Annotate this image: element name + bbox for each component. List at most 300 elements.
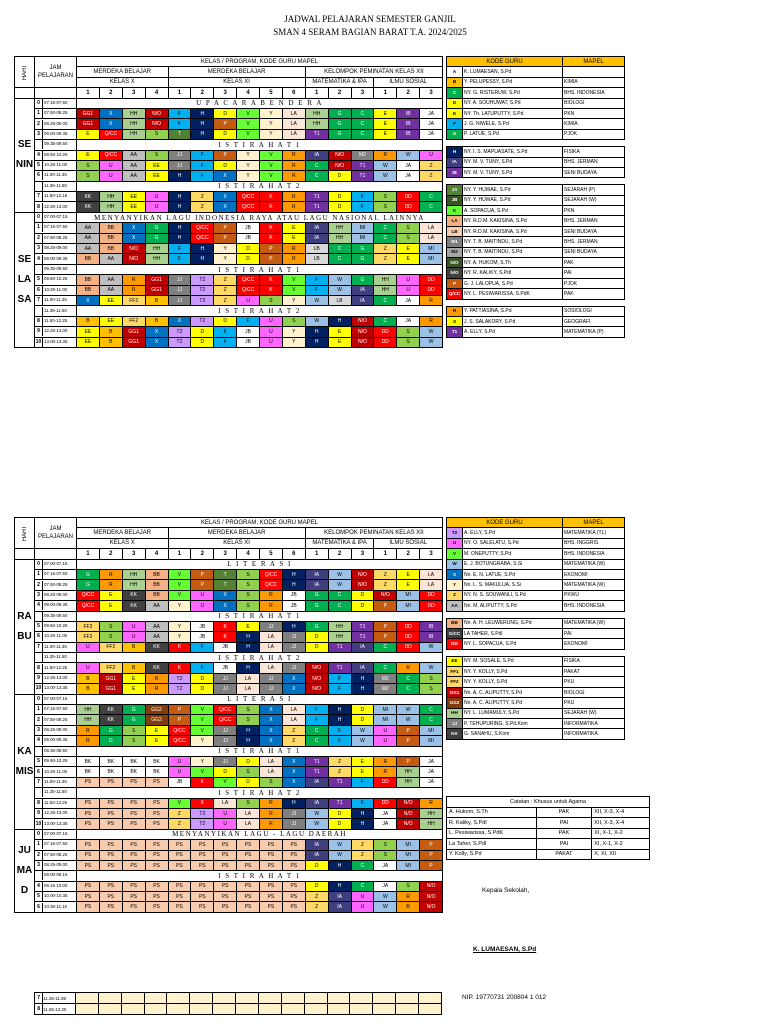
teacher-name: J. S. SALAKORY, S.Pd — [463, 316, 563, 326]
schedule-cell: T1 — [351, 171, 374, 181]
catatan-classes: XII, X-3, X-4 — [592, 807, 650, 818]
schedule-cell: U — [374, 725, 397, 735]
schedule-band: I S T I R A H A T 1 — [77, 140, 443, 150]
schedule-cell: K — [214, 621, 237, 631]
empty-cell — [258, 1004, 281, 1015]
schedule-cell: U — [374, 736, 397, 746]
catatan-subject: PAI — [536, 839, 592, 850]
schedule-cell: JJ — [214, 756, 237, 766]
schedule-cell: PS — [260, 892, 283, 902]
period-cell — [35, 653, 77, 663]
schedule-cell: T2 — [191, 819, 214, 829]
schedule-cell: AA — [145, 632, 168, 642]
schedule-cell: F — [328, 736, 351, 746]
schedule-cell: MI — [351, 223, 374, 233]
schedule-cell: V — [168, 569, 191, 579]
schedule-cell: LA — [282, 715, 305, 725]
schedule-cell: JB — [214, 663, 237, 673]
day-label: RABU — [15, 559, 35, 694]
schedule-cell: BB — [145, 580, 168, 590]
teacher-subject: SOSIOLOGI — [563, 306, 625, 316]
jam-header: JAM PELAJARAN — [35, 518, 77, 549]
period-cell — [35, 181, 77, 191]
schedule-cell: S — [260, 777, 283, 787]
period-number: 1 — [35, 570, 43, 579]
schedule-cell: D — [214, 767, 237, 777]
schedule-cell: Z — [168, 819, 191, 829]
schedule-cell: HH — [328, 233, 351, 243]
schedule-cell: H — [237, 736, 260, 746]
day-label: SENIN — [15, 98, 35, 212]
schedule-cell: JA — [420, 108, 443, 118]
period-time: 08.25-09.00 — [44, 727, 68, 732]
empty-cell — [167, 993, 190, 1004]
empty-cell — [281, 1004, 304, 1015]
schedule-cell: Q/CC — [168, 725, 191, 735]
teacher-code: X — [447, 569, 463, 579]
schedule-cell: DD — [397, 202, 420, 212]
class-number: 1 — [305, 549, 328, 559]
schedule-cell: Q/CC — [191, 223, 214, 233]
period-time: 07.50-08.25 — [44, 581, 68, 587]
schedule-cell: U — [77, 642, 100, 652]
schedule-cell: IB — [397, 129, 420, 139]
period-time: 11.00-11.35 — [44, 172, 67, 178]
schedule-cell: H — [351, 808, 374, 818]
teacher-subject: BIOLOGI — [563, 98, 625, 108]
schedule-cell: E — [145, 736, 168, 746]
schedule-cell: PS — [260, 881, 283, 891]
period-time: 09.50-10.25 — [44, 151, 68, 157]
empty-cell — [327, 993, 350, 1004]
period-time: 10.25-11.00 — [44, 633, 68, 639]
schedule-cell: LA — [260, 756, 283, 766]
period-time: 13.00-13.35 — [44, 338, 68, 344]
schedule-cell: S — [282, 316, 305, 326]
catatan-teacher: La Taher, S.PdI — [447, 839, 537, 850]
period-time: 07.15-07.50 — [44, 224, 68, 230]
schedule-cell: JJ — [282, 808, 305, 818]
period-number: 0 — [35, 560, 43, 569]
class-number: 5 — [260, 88, 283, 98]
schedule-cell: U — [191, 601, 214, 611]
schedule-cell: U — [214, 808, 237, 818]
schedule-cell: W — [328, 285, 351, 295]
teacher-name: M. ONEPUTTY, S.Pd — [463, 549, 563, 559]
schedule-cell: PS — [145, 777, 168, 787]
teacher-code: S — [447, 316, 463, 326]
schedule-cell: Q/CC — [237, 202, 260, 212]
schedule-cell: S — [237, 590, 260, 600]
period-cell — [35, 767, 77, 777]
schedule-cell: K — [260, 275, 283, 285]
schedule-cell: HH — [122, 569, 145, 579]
schedule-cell: KK — [122, 590, 145, 600]
empty-cell — [373, 1004, 396, 1015]
period-number: 5 — [35, 161, 43, 170]
schedule-cell: PS — [77, 798, 100, 808]
period-cell — [35, 98, 77, 108]
schedule-cell: JJ — [168, 150, 191, 160]
schedule-cell: N/O — [328, 150, 351, 160]
schedule-cell: LB — [305, 254, 328, 264]
teacher-name: P. LATUE, S.Pd — [463, 129, 563, 139]
teacher-name: Nn. L. S. MAKULUA, S.Si — [463, 580, 563, 590]
schedule-cell: MI — [420, 244, 443, 254]
schedule-cell: D — [237, 244, 260, 254]
empty-cell — [236, 1004, 259, 1015]
period-cell — [35, 694, 77, 704]
schedule-cell: X — [214, 590, 237, 600]
teacher-code: Y — [447, 580, 463, 590]
schedule-cell: G — [328, 119, 351, 129]
class-number: 5 — [260, 549, 283, 559]
schedule-cell: Z — [305, 892, 328, 902]
schedule-cell: IA — [305, 850, 328, 860]
schedule-cell: PS — [145, 819, 168, 829]
schedule-cell: IA — [305, 777, 328, 787]
schedule-cell: JJ — [260, 673, 283, 683]
schedule-cell: P — [420, 850, 443, 860]
schedule-cell: F — [351, 798, 374, 808]
class-number: 3 — [351, 549, 374, 559]
schedule-cell: G — [351, 254, 374, 264]
schedule-cell: LA — [237, 673, 260, 683]
schedule-cell: S — [374, 850, 397, 860]
teacher-subject: PKWU — [563, 590, 625, 600]
teacher-subject: SEJARAH (P) — [563, 185, 625, 195]
teacher-subject: SENI BUDAYA — [563, 226, 625, 236]
teacher-name: G. SANAHU, S.Kom — [463, 729, 563, 739]
schedule-cell: K — [260, 223, 283, 233]
schedule-cell: DD — [374, 777, 397, 787]
schedule-cell: N/O — [328, 160, 351, 170]
schedule-cell: K — [191, 777, 214, 787]
schedule-cell: JJ — [214, 673, 237, 683]
schedule-cell: V — [168, 798, 191, 808]
period-cell — [35, 819, 77, 829]
period-number: 7 — [35, 296, 43, 305]
schedule-cell: JJ — [168, 275, 191, 285]
class-number: 2 — [328, 549, 351, 559]
schedule-cell: X — [282, 673, 305, 683]
teacher-code: M2 — [447, 247, 463, 257]
schedule-cell: PS — [122, 860, 145, 870]
schedule-cell: P — [397, 725, 420, 735]
schedule-cell: IA — [305, 798, 328, 808]
period-time: 09.35-09.50 — [44, 747, 68, 753]
schedule-cell: PS — [260, 850, 283, 860]
schedule-cell: X — [99, 119, 122, 129]
schedule-band: I S T I R A H A T 1 — [77, 871, 443, 881]
teacher-name: NY. M. V. TUNY, S.Pd — [463, 167, 563, 177]
period-cell — [35, 590, 77, 600]
schedule-cell: N/O — [351, 316, 374, 326]
teacher-name: NY. L. SOPACUA, S.Pd — [463, 639, 563, 649]
schedule-cell: C — [351, 881, 374, 891]
schedule-cell: DD — [420, 601, 443, 611]
schedule-cell: K — [191, 798, 214, 808]
period-cell — [35, 140, 77, 150]
class-number: 2 — [99, 549, 122, 559]
schedule-cell: B — [122, 663, 145, 673]
schedule-cell: E — [374, 129, 397, 139]
schedule-cell: W — [374, 892, 397, 902]
schedule-cell: H — [191, 254, 214, 264]
schedule-cell: E — [282, 233, 305, 243]
schedule-cell: DD — [397, 192, 420, 202]
period-time: 09.00-09.35 — [44, 602, 68, 608]
schedule-cell: Z — [191, 192, 214, 202]
period-cell — [35, 160, 77, 170]
period-cell — [35, 119, 77, 129]
period-time: 08.25-09.00 — [44, 245, 68, 251]
schedule-band: I S T I R A H A T 2 — [77, 653, 443, 663]
teacher-subject: BHS. JERMAN — [563, 157, 625, 167]
schedule-cell: C — [420, 202, 443, 212]
schedule-cell: IA — [328, 892, 351, 902]
schedule-cell: V — [168, 590, 191, 600]
schedule-cell: C — [420, 705, 443, 715]
period-number: 9 — [35, 674, 43, 683]
schedule-cell: AA — [145, 621, 168, 631]
schedule-cell: Z — [282, 725, 305, 735]
schedule-cell: H — [305, 327, 328, 337]
period-time: 07.50-08.25 — [44, 851, 68, 857]
schedule-cell: F — [214, 327, 237, 337]
period-time: 11.25-11.55 — [43, 993, 76, 1004]
day-label: SELASA — [15, 212, 35, 347]
schedule-cell: G — [328, 129, 351, 139]
schedule-cell: HH — [99, 202, 122, 212]
bottom-extra-rows — [34, 992, 442, 1015]
schedule-cell: HH — [122, 129, 145, 139]
schedule-cell: U — [99, 171, 122, 181]
period-number — [35, 182, 43, 191]
schedule-cell: R — [420, 316, 443, 326]
signature-label: Kepala Sekolah, — [482, 887, 530, 894]
schedule-cell: GG1 — [99, 673, 122, 683]
schedule-cell: W — [420, 337, 443, 347]
schedule-cell: JA — [420, 767, 443, 777]
schedule-cell: V — [282, 275, 305, 285]
schedule-cell: N/O — [351, 337, 374, 347]
schedule-cell: F — [328, 673, 351, 683]
period-number: 8 — [35, 799, 43, 808]
period-time: 09.15-10.00 — [44, 882, 68, 888]
schedule-cell: DD — [397, 642, 420, 652]
schedule-cell: S — [420, 673, 443, 683]
schedule-cell: H — [351, 684, 374, 694]
schedule-cell: Z — [282, 736, 305, 746]
schedule-cell: R — [122, 285, 145, 295]
schedule-cell: PS — [282, 840, 305, 850]
schedule-cell: Y — [168, 601, 191, 611]
schedule-cell: T1 — [328, 663, 351, 673]
period-time: 10.25-11.00 — [44, 286, 68, 292]
schedule-cell: R — [145, 684, 168, 694]
schedule-cell: V — [260, 160, 283, 170]
period-cell — [35, 788, 77, 798]
schedule-cell: Q/CC — [237, 285, 260, 295]
schedule-cell: PS — [214, 902, 237, 912]
empty-cell — [350, 993, 373, 1004]
period-time: 11.55-12.30 — [43, 1004, 76, 1015]
schedule-cell: PS — [145, 850, 168, 860]
schedule-cell: HH — [305, 108, 328, 118]
period-cell — [35, 902, 77, 912]
teacher-code: JJ — [447, 719, 463, 729]
schedule-cell: Z — [351, 840, 374, 850]
schedule-cell: E — [374, 108, 397, 118]
schedule-cell: E — [397, 569, 420, 579]
schedule-cell: PS — [168, 850, 191, 860]
schedule-cell: LA — [282, 705, 305, 715]
schedule-cell: F — [305, 705, 328, 715]
teacher-name: NY. R.D.M. KAKISINA, S.Pd — [463, 226, 563, 236]
merdeka-xi-header: MERDEKA BELAJAR — [168, 67, 305, 77]
schedule-cell: V — [260, 171, 283, 181]
schedule-cell: C — [351, 108, 374, 118]
schedule-cell: N/O — [305, 673, 328, 683]
teacher-code: GG2 — [447, 698, 463, 708]
schedule-cell: S — [420, 684, 443, 694]
day-label: JUMAD — [15, 829, 35, 912]
teacher-name: Nn. E. N. LATUE, S.Pd — [463, 569, 563, 579]
schedule-cell: F — [191, 642, 214, 652]
schedule-cell: N/O — [420, 902, 443, 912]
teacher-name: NY. T. B. MAITINDU, S.Pd — [463, 247, 563, 257]
teacher-name: NY. Y. HUWAE, S.Pd — [463, 195, 563, 205]
schedule-cell: P — [260, 244, 283, 254]
teacher-code: JA — [447, 185, 463, 195]
schedule-cell: B — [77, 673, 100, 683]
teacher-name: NY. T. B. MAITINDU, S.Pd — [463, 237, 563, 247]
period-time: 12.25-13.00 — [44, 810, 68, 816]
schedule-cell: PS — [214, 860, 237, 870]
class-number: 3 — [122, 549, 145, 559]
period-time: 11.50-12.25 — [44, 799, 68, 805]
teacher-subject: PAK — [563, 258, 625, 268]
teacher-subject: BHS. INGGRIS — [563, 538, 625, 548]
schedule-cell: C — [374, 295, 397, 305]
schedule-cell: R — [260, 808, 283, 818]
schedule-cell: Q/CC — [77, 601, 100, 611]
schedule-cell: S — [237, 569, 260, 579]
schedule-cell: IB — [397, 119, 420, 129]
schedule-cell: PS — [282, 850, 305, 860]
period-time: 10.35-11.10 — [44, 903, 68, 909]
period-cell — [35, 306, 77, 316]
schedule-band: L I T E R A S I — [77, 694, 443, 704]
schedule-cell: IA — [305, 150, 328, 160]
schedule-cell: U — [397, 285, 420, 295]
schedule-cell: Z — [328, 756, 351, 766]
schedule-cell: X — [145, 327, 168, 337]
schedule-cell: BB — [145, 569, 168, 579]
schedule-cell: LA — [237, 684, 260, 694]
schedule-cell: LB — [305, 244, 328, 254]
schedule-cell: JJ — [282, 642, 305, 652]
teacher-name: NY. O. SALELATU, S.Pd — [463, 538, 563, 548]
schedule-cell: Z — [214, 285, 237, 295]
schedule-cell: PS — [168, 840, 191, 850]
schedule-cell: JB — [237, 223, 260, 233]
schedule-cell: Z — [374, 254, 397, 264]
schedule-cell: PS — [168, 860, 191, 870]
schedule-cell: S — [397, 327, 420, 337]
teacher-code: E — [447, 108, 463, 118]
schedule-cell: GG2 — [145, 705, 168, 715]
schedule-cell: AA — [122, 160, 145, 170]
signature-name: K. LUMAESAN, S.Pd — [473, 946, 537, 953]
schedule-cell: P — [420, 840, 443, 850]
empty-cell — [213, 1004, 236, 1015]
period-number: 2 — [35, 234, 43, 243]
schedule-cell: MI — [420, 254, 443, 264]
schedule-cell: LA — [260, 663, 283, 673]
schedule-cell: HH — [328, 632, 351, 642]
schedule-cell: JJ — [214, 736, 237, 746]
schedule-cell: IA — [305, 840, 328, 850]
period-number: 3 — [35, 591, 43, 600]
schedule-cell: C — [420, 192, 443, 202]
schedule-cell: X — [282, 767, 305, 777]
schedule-band: I S T I R A H A T 1 — [77, 746, 443, 756]
schedule-cell: W — [305, 295, 328, 305]
class-number: 3 — [122, 88, 145, 98]
schedule-cell: JJ — [260, 621, 283, 631]
schedule-cell: S — [397, 337, 420, 347]
catatan-subject: PAI — [536, 818, 592, 829]
teacher-subject: MATEMATIKA (P) — [563, 327, 625, 337]
empty-cell — [396, 993, 419, 1004]
schedule-cell: T1 — [305, 767, 328, 777]
schedule-cell: U — [168, 767, 191, 777]
schedule-cell: C — [374, 316, 397, 326]
class-number: 2 — [191, 549, 214, 559]
period-cell — [35, 150, 77, 160]
empty-cell — [396, 1004, 419, 1015]
empty-cell — [373, 993, 396, 1004]
period-time: 07.50-08.25 — [44, 234, 68, 240]
schedule-band: I S T I R A H A T 1 — [77, 264, 443, 274]
schedule-cell: HH — [122, 108, 145, 118]
period-cell — [35, 223, 77, 233]
schedule-cell: JB — [214, 642, 237, 652]
schedule-cell: P — [214, 223, 237, 233]
teacher-code: IB — [447, 167, 463, 177]
class-number: 1 — [77, 88, 100, 98]
schedule-cell: X — [214, 171, 237, 181]
period-cell — [35, 871, 77, 881]
schedule-cell: T1 — [328, 642, 351, 652]
period-cell — [35, 285, 77, 295]
schedule-cell: S — [77, 160, 100, 170]
schedule-cell: S — [397, 233, 420, 243]
schedule-cell: GG1 — [122, 327, 145, 337]
schedule-cell: PS — [191, 881, 214, 891]
period-time: 09.35-09.50 — [44, 612, 68, 618]
religion-note — [446, 796, 650, 860]
schedule-cell: H — [237, 663, 260, 673]
schedule-cell: E — [145, 725, 168, 735]
schedule-cell: E — [122, 673, 145, 683]
schedule-cell: F — [237, 316, 260, 326]
schedule-cell: PS — [145, 808, 168, 818]
schedule-cell: G — [305, 601, 328, 611]
teacher-code: R — [447, 306, 463, 316]
